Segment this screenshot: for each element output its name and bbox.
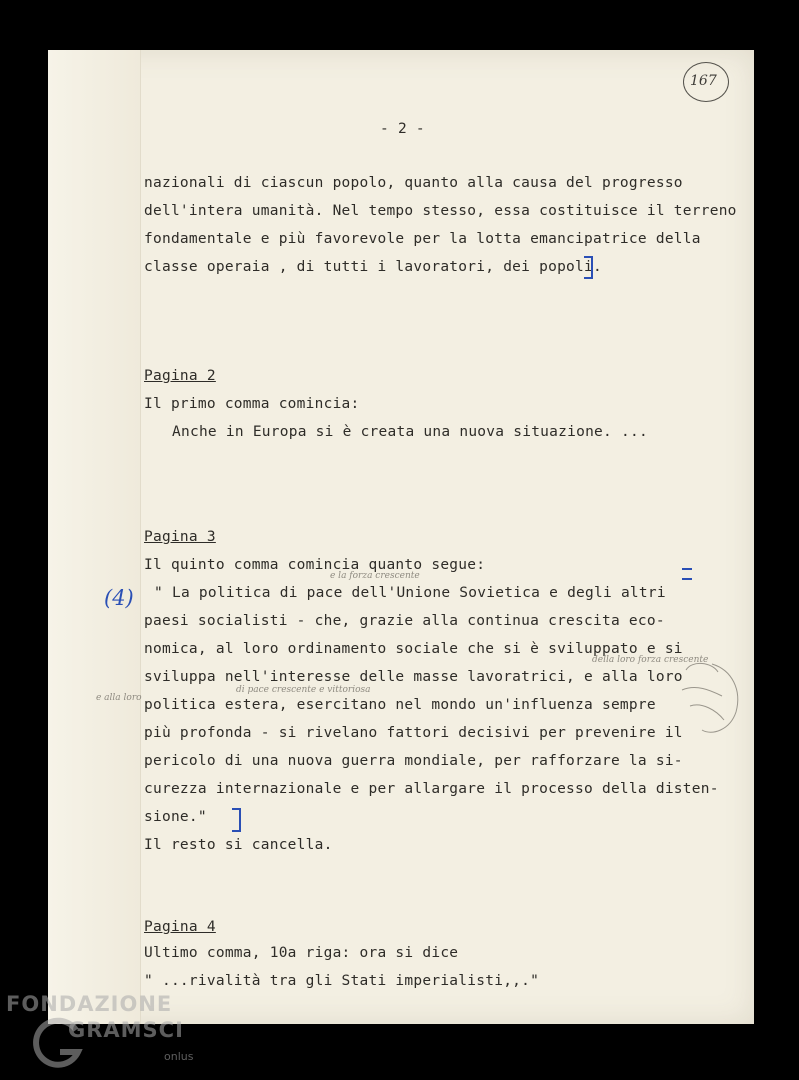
section-line: Ultimo comma, 10a riga: ora si dice <box>144 945 459 961</box>
section-line: Il resto si cancella. <box>144 837 333 853</box>
section-line: curezza internazionale e per allargare il processo della disten- <box>144 781 719 797</box>
section-heading: Pagina 2 <box>144 368 216 384</box>
interlinear-pencil: di pace crescente e vittoriosa <box>236 685 371 695</box>
section-line: paesi socialisti - che, grazie alla continua crescita eco- <box>144 613 665 629</box>
intro-line: dell'intera umanità. Nel tempo stesso, essa costituisce il terreno <box>144 203 737 219</box>
margin-scribble <box>672 650 754 740</box>
section-line: Il quinto comma comincia quanto segue: <box>144 557 486 573</box>
page-header: - 2 - <box>380 121 425 137</box>
section-line: pericolo di una nuova guerra mondiale, per rafforzare la si- <box>144 753 683 769</box>
watermark-g-icon <box>30 1016 86 1072</box>
intro-line: nazionali di ciascun popolo, quanto alla causa del progresso <box>144 175 683 191</box>
archive-number: 167 <box>690 73 717 89</box>
intro-line: fondamentale e più favorevole per la lotta emancipatrice della <box>144 231 701 247</box>
section-line: sviluppa nell'interesse delle masse lavoratrici, e alla loro <box>144 669 683 685</box>
number-marker: (4) <box>104 586 134 610</box>
section-line: sione." <box>144 809 207 825</box>
section-line: politica estera, esercitano nel mondo un'influenza sempre <box>144 697 656 713</box>
section-line: " ...rivalità tra gli Stati imperialisti,,." <box>144 973 540 989</box>
section-line: " La politica di pace dell'Unione Sovietica e degli altri <box>154 585 666 601</box>
interlinear-pencil: della loro forza crescente <box>592 655 709 665</box>
section-line: più profonda - si rivelano fattori decisivi per prevenire il <box>144 725 683 741</box>
section-line: Anche in Europa si è creata una nuova situazione. ... <box>172 424 648 440</box>
interlinear-insert: e la forza crescente <box>330 571 420 581</box>
watermark-line1: FONDAZIONE <box>6 992 173 1016</box>
margin-dash <box>682 578 692 580</box>
blue-bracket <box>584 256 593 279</box>
blue-bracket <box>232 808 241 832</box>
margin-note: e alla loro <box>96 693 142 703</box>
paper-fold <box>48 50 141 1024</box>
section-heading: Pagina 3 <box>144 529 216 545</box>
margin-dash <box>682 568 692 570</box>
watermark-logo <box>6 992 184 1042</box>
watermark-onlus: onlus <box>164 1050 194 1063</box>
section-line: Il primo comma comincia: <box>144 396 360 412</box>
watermark-line2: GRAMSCI <box>68 1018 184 1042</box>
intro-line: classe operaia , di tutti i lavoratori, dei popoli. <box>144 259 602 275</box>
section-line: nomica, al loro ordinamento sociale che si è sviluppato e si <box>144 641 683 657</box>
section-heading: Pagina 4 <box>144 919 216 935</box>
